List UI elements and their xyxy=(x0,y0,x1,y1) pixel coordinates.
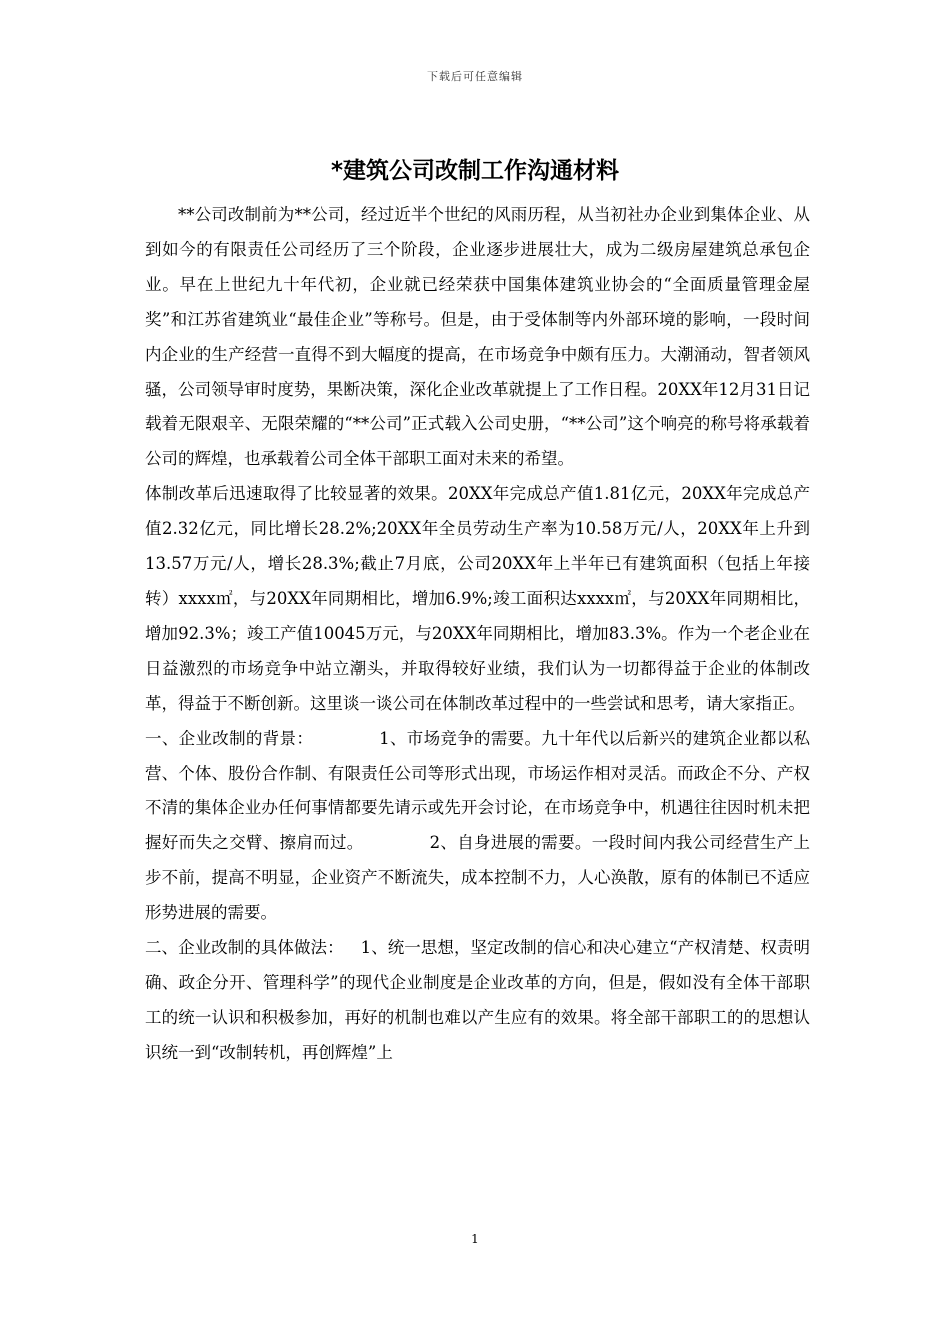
background-item-1: 1、市场竞争的需要。九十年代以后新兴的建筑企业都以私营、个体、股份合作制、有限责任公司等形式出现，市场运作相对灵活。而政企不分、产权不清的集体企业办任何事情都要先请示或先开会讨论，在市场竞争中，机遇往往因时机未把握好而失之交臂、擦肩而过。 xyxy=(145,728,811,853)
paragraph-results: 体制改革后迅速取得了比较显著的效果。20XX年完成总产值1.81亿元，20XX年完成总产值2.32亿元，同比增长28.2%;20XX年全员劳动生产率为10.58万元/人，20XX年上升到13.57万元/人，增长28.3%;截止7月底，公司20XX年上半年已有建筑面积（包括上年接转）xxxx㎡，与20XX年同期相比，增加6.9%;竣工面积达xxxx㎡，与20XX年同期相比，增加92.3%；竣工产值10045万元，与20XX年同期相比，增加83.3%。作为一个老企业在日益激烈的市场竞争中站立潮头，并取得较好业绩，我们认为一切都得益于企业的体制改革，得益于不断创新。这里谈一谈公司在体制改革过程中的一些尝试和思考，请大家指正。 xyxy=(145,484,810,713)
header-note: 下载后可任意编辑 xyxy=(427,70,523,83)
practice-item-1: 1、统一思想，坚定改制的信心和决心建立“产权清楚、权责明确、政企分开、管理科学”的现代企业制度是企业改革的方向，但是，假如没有全体干部职工的统一认识和积极参加，再好的机制也难以产生应有的效果。将全部干部职工的的思想认识统一到“改制转机，再创辉煌”上 xyxy=(145,938,811,1062)
section-heading-practice: 二、企业改制的具体做法： xyxy=(145,938,344,958)
section-background xyxy=(145,722,810,931)
background-item-2: 2、自身进展的需要。一段时间内我公司经营生产上步不前，提高不明显，企业资产不断流失，成本控制不力，人心涣散，原有的体制已不适应形势进展的需要。 xyxy=(145,833,811,923)
document-body xyxy=(145,198,810,1071)
paragraph-intro: **公司改制前为**公司，经过近半个世纪的风雨历程，从当初社办企业到集体企业、从到如今的有限责任公司经历了三个阶段，企业逐步进展壮大，成为二级房屋建筑总承包企业。早在上世纪九十年代初，企业就已经荣获中国集体建筑业协会的“全面质量管理金屋奖”和江苏省建筑业“最佳企业”等称号。但是，由于受体制等内外部环境的影响，一段时间内企业的生产经营一直得不到大幅度的提高，在市场竞争中颇有压力。大潮涌动，智者领风骚，公司领导审时度势，果断决策，深化企业改革就提上了工作日程。20XX年12月31日记载着无限艰辛、无限荣耀的“**公司”正式载入公司史册，“**公司”这个响亮的称号将承载着公司的辉煌，也承载着公司全体干部职工面对未来的希望。 xyxy=(145,205,810,469)
section-practice xyxy=(145,931,810,1071)
section-heading-background: 一、企业改制的背景： xyxy=(145,728,314,748)
document-title: *建筑公司改制工作沟通材料 xyxy=(330,158,620,184)
page-number: 1 xyxy=(471,1232,479,1246)
